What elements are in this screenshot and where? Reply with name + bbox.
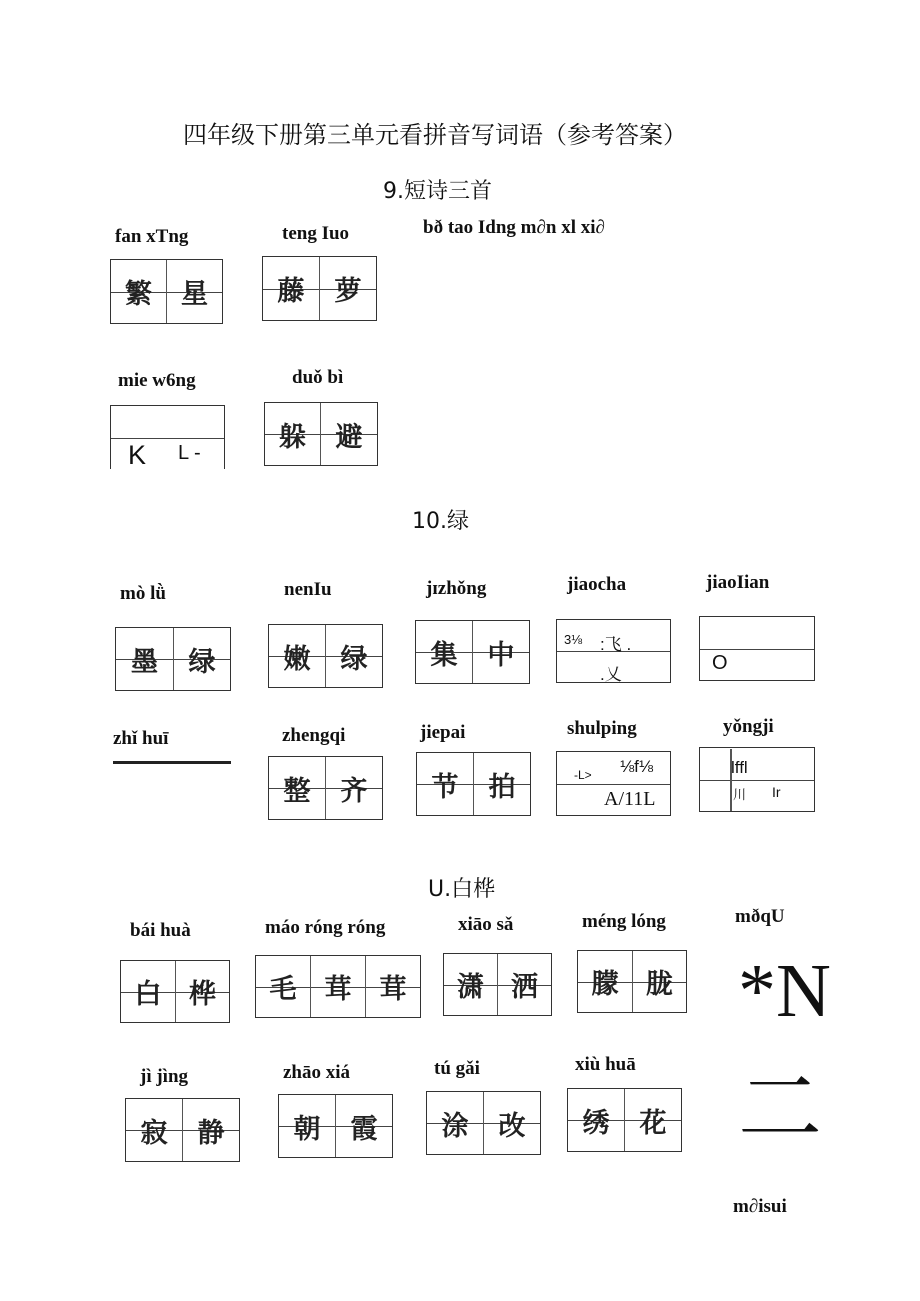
- char-grid-9-1: [110, 259, 223, 324]
- char-cell: 白: [121, 961, 176, 1022]
- char-grid-10-8: [416, 752, 531, 816]
- char-cell: 绣: [568, 1089, 625, 1151]
- char-grid-9-2: [262, 256, 377, 321]
- pinyin-10-7: zhengqi: [282, 725, 346, 746]
- char-cell: 花: [625, 1089, 681, 1151]
- char-cell: 集: [416, 621, 473, 683]
- char-grid-11-7: [278, 1094, 393, 1158]
- char-cell: 静: [183, 1099, 239, 1161]
- pinyin-9-3: bð tao Idng m∂n xl xi∂: [423, 217, 605, 238]
- char-cell: 星: [167, 260, 222, 323]
- page-title: 四年级下册第三单元看拼音写词语（参考答案）: [183, 121, 687, 149]
- char-cell: 洒: [498, 954, 551, 1015]
- pinyin-11-7: zhāo xiá: [283, 1062, 351, 1083]
- pinyin-10-3: jɪzhǒng: [426, 578, 487, 599]
- pinyin-9-5: duǒ bì: [292, 367, 344, 388]
- char-cell: 绿: [174, 628, 230, 690]
- pinyin-11-5: mðqU: [735, 906, 785, 927]
- char-cell: 涂: [427, 1092, 484, 1154]
- char-cell: 繁: [111, 260, 167, 323]
- pinyin-11-8: tú gǎi: [434, 1058, 480, 1079]
- char-cell: 毛: [256, 956, 311, 1017]
- char-cell: 茸: [366, 956, 420, 1017]
- pinyin-11-9: xiù huā: [575, 1054, 636, 1075]
- char-cell: 节: [417, 753, 474, 815]
- broken-grid-10-10: [699, 747, 815, 812]
- section-heading-10: 10.绿: [412, 509, 469, 534]
- char-cell: 萝: [320, 257, 376, 320]
- char-cell: 霞: [336, 1095, 392, 1157]
- char-cell: 茸: [311, 956, 366, 1017]
- pinyin-10-9: shulping: [567, 718, 637, 739]
- char-cell: 胧: [633, 951, 686, 1012]
- pinyin-11-1: bái huà: [130, 920, 191, 941]
- section-heading-11: U.白桦: [428, 877, 496, 902]
- scan-fragment: :飞 .: [600, 635, 632, 654]
- char-grid-11-9: [567, 1088, 682, 1152]
- char-cell: 朦: [578, 951, 633, 1012]
- scan-fragment: O: [712, 652, 728, 674]
- pinyin-10-10: yǒngji: [723, 716, 774, 737]
- char-grid-11-3: [443, 953, 552, 1016]
- pinyin-10-4: jiaocha: [567, 574, 627, 595]
- section-heading-9: 9.短诗三首: [383, 179, 492, 204]
- char-grid-11-1: [120, 960, 230, 1023]
- pinyin-9-2: teng Iuo: [282, 223, 350, 244]
- char-grid-9-5: [264, 402, 378, 466]
- broken-grid-10-6: [113, 761, 231, 764]
- scan-fragment: K: [128, 440, 147, 470]
- pinyin-10-1: mò lǜ: [120, 583, 166, 604]
- scan-fragment: -L>: [574, 768, 592, 782]
- scan-fragment: 二: [738, 1059, 823, 1157]
- char-cell: 潇: [444, 954, 498, 1015]
- char-grid-11-2: [255, 955, 421, 1018]
- char-cell: 避: [321, 403, 377, 465]
- scan-fragment: lffl: [731, 758, 748, 777]
- char-cell: 改: [484, 1092, 540, 1154]
- char-grid-10-2: [268, 624, 383, 688]
- char-cell: 中: [473, 621, 529, 683]
- char-cell: 嫩: [269, 625, 326, 687]
- char-grid-10-1: [115, 627, 231, 691]
- scan-fragment: 3⅛: [564, 632, 583, 647]
- char-cell: 拍: [474, 753, 530, 815]
- scan-fragment: 川: [733, 787, 747, 802]
- char-grid-11-8: [426, 1091, 541, 1155]
- char-grid-11-6: [125, 1098, 240, 1162]
- pinyin-10-2: nenIu: [284, 579, 332, 600]
- char-grid-10-7: [268, 756, 383, 820]
- pinyin-11-3: xiāo sǎ: [458, 914, 514, 935]
- scan-fragment: A/11L: [604, 788, 656, 810]
- pinyin-10-8: jiepai: [420, 722, 466, 743]
- scan-fragment: .乂: [600, 665, 622, 684]
- pinyin-10-5: jiaoIian: [706, 572, 770, 593]
- pinyin-11-6: jì jìng: [140, 1066, 189, 1087]
- char-cell: 绿: [326, 625, 382, 687]
- pinyin-10-6: zhǐ huī: [113, 728, 169, 749]
- pinyin-11-2: máo róng róng: [265, 917, 386, 938]
- char-cell: 桦: [176, 961, 229, 1022]
- char-cell: 齐: [326, 757, 382, 819]
- char-cell: 整: [269, 757, 326, 819]
- pinyin-11-4: méng lóng: [582, 911, 666, 932]
- pinyin-9-4: mie w6ng: [118, 370, 196, 391]
- scan-fragment: ⅛f⅛: [620, 757, 654, 776]
- char-cell: 寂: [126, 1099, 183, 1161]
- scan-fragment: Ir: [772, 784, 781, 800]
- char-cell: 藤: [263, 257, 320, 320]
- char-grid-10-3: [415, 620, 530, 684]
- char-cell: 朝: [279, 1095, 336, 1157]
- scan-fragment: L -: [178, 442, 201, 464]
- pinyin-11-10: m∂isui: [733, 1196, 787, 1217]
- scan-fragment: *N: [738, 949, 831, 1033]
- char-cell: 墨: [116, 628, 174, 690]
- pinyin-9-1: fan xTng: [115, 226, 189, 247]
- char-cell: 躲: [265, 403, 321, 465]
- char-grid-11-4: [577, 950, 687, 1013]
